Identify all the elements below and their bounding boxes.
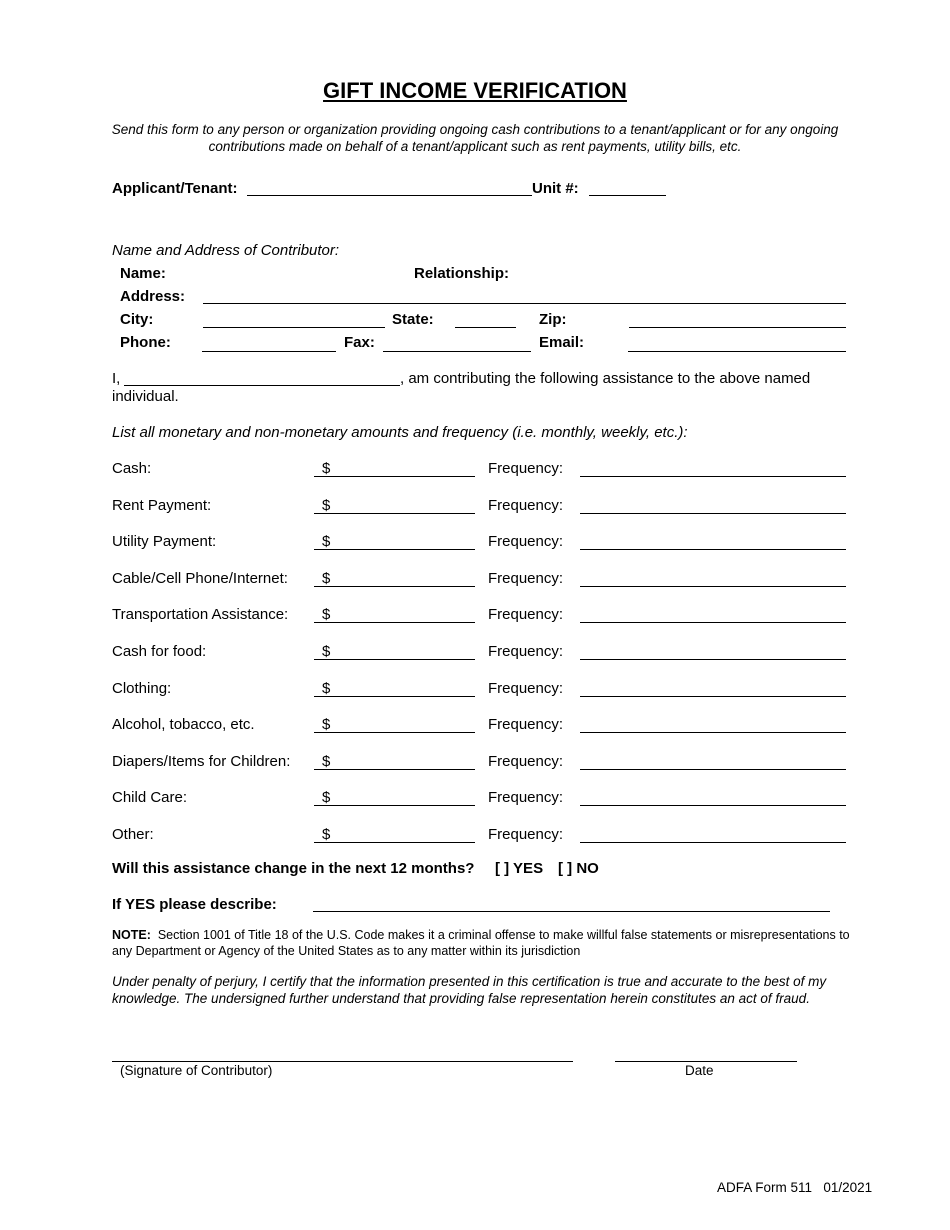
assistance-item-label: Alcohol, tobacco, etc. bbox=[112, 716, 255, 733]
frequency-field[interactable] bbox=[580, 842, 846, 843]
currency-symbol: $ bbox=[322, 570, 331, 587]
frequency-field[interactable] bbox=[580, 659, 846, 660]
page-title: GIFT INCOME VERIFICATION bbox=[323, 78, 627, 103]
frequency-field[interactable] bbox=[580, 805, 846, 806]
form-footer bbox=[717, 1180, 872, 1195]
contributor-name-label: Name: bbox=[120, 265, 166, 282]
email-label: Email: bbox=[539, 334, 585, 351]
amount-field[interactable] bbox=[314, 805, 475, 806]
frequency-field[interactable] bbox=[580, 476, 846, 477]
amount-field[interactable] bbox=[314, 622, 475, 623]
assistance-item-label: Utility Payment: bbox=[112, 533, 217, 550]
date-label: Date bbox=[685, 1063, 714, 1078]
assistance-item-label: Cash: bbox=[112, 460, 152, 477]
amount-field[interactable] bbox=[314, 549, 475, 550]
amount-field[interactable] bbox=[314, 842, 475, 843]
email-field[interactable] bbox=[628, 351, 846, 352]
note-text: Section 1001 of Title 18 of the U.S. Code makes it a criminal offense to make willful false statements or misrepresentations to any Department or Agency of the United States as to any matter within its jurisdiction bbox=[112, 928, 850, 958]
frequency-label: Frequency: bbox=[488, 680, 564, 697]
amount-field[interactable] bbox=[314, 696, 475, 697]
describe-label: If YES please describe: bbox=[112, 896, 277, 913]
address-field[interactable] bbox=[203, 303, 846, 304]
frequency-field[interactable] bbox=[580, 622, 846, 623]
unit-field[interactable] bbox=[589, 195, 666, 196]
amount-field[interactable] bbox=[314, 586, 475, 587]
currency-symbol: $ bbox=[322, 460, 331, 477]
perjury-statement: Under penalty of perjury, I certify that the information presented in this certification is true and accurate to the best of my knowledge. The undersigned further understand that providing false representation herein constitutes an act of fraud. bbox=[112, 974, 827, 1006]
fax-label: Fax: bbox=[344, 334, 375, 351]
assistance-instruction: List all monetary and non-monetary amounts and frequency (i.e. monthly, weekly, etc.): bbox=[112, 424, 688, 441]
currency-symbol: $ bbox=[322, 606, 331, 623]
contributor-section-label: Name and Address of Contributor: bbox=[112, 242, 340, 259]
legal-note bbox=[112, 927, 852, 959]
city-field[interactable] bbox=[203, 327, 385, 328]
frequency-label: Frequency: bbox=[488, 606, 564, 623]
currency-symbol: $ bbox=[322, 753, 331, 770]
currency-symbol: $ bbox=[322, 497, 331, 514]
assistance-item-label: Other: bbox=[112, 826, 154, 843]
address-label: Address: bbox=[120, 288, 186, 305]
frequency-field[interactable] bbox=[580, 696, 846, 697]
amount-field[interactable] bbox=[314, 513, 475, 514]
statement-prefix: I, bbox=[112, 370, 121, 387]
frequency-label: Frequency: bbox=[488, 789, 564, 806]
amount-field[interactable] bbox=[314, 476, 475, 477]
form-instructions: Send this form to any person or organization providing ongoing cash contributions to a tenant/applicant or for any ongoing contributions made on behalf of a tenant/applicant such as rent payments, utility bills, etc. bbox=[111, 122, 839, 154]
statement-continuation: individual. bbox=[112, 388, 179, 405]
frequency-label: Frequency: bbox=[488, 533, 564, 550]
frequency-label: Frequency: bbox=[488, 497, 564, 514]
assistance-item-label: Rent Payment: bbox=[112, 497, 212, 514]
frequency-label: Frequency: bbox=[488, 716, 564, 733]
state-label: State: bbox=[392, 311, 434, 328]
assistance-item-label: Cable/Cell Phone/Internet: bbox=[112, 570, 288, 587]
city-label: City: bbox=[120, 311, 154, 328]
amount-field[interactable] bbox=[314, 732, 475, 733]
state-field[interactable] bbox=[455, 327, 516, 328]
frequency-field[interactable] bbox=[580, 732, 846, 733]
frequency-field[interactable] bbox=[580, 586, 846, 587]
currency-symbol: $ bbox=[322, 826, 331, 843]
frequency-label: Frequency: bbox=[488, 570, 564, 587]
yes-checkbox[interactable]: [ ] YES bbox=[495, 860, 544, 877]
assistance-item-label: Transportation Assistance: bbox=[112, 606, 289, 623]
signature-label: (Signature of Contributor) bbox=[120, 1063, 273, 1078]
assistance-item-label: Diapers/Items for Children: bbox=[112, 753, 291, 770]
currency-symbol: $ bbox=[322, 716, 331, 733]
form-revision: 01/2021 bbox=[823, 1180, 873, 1195]
amount-field[interactable] bbox=[314, 659, 475, 660]
phone-label: Phone: bbox=[120, 334, 171, 351]
frequency-label: Frequency: bbox=[488, 643, 564, 660]
frequency-label: Frequency: bbox=[488, 460, 564, 477]
assistance-item-label: Child Care: bbox=[112, 789, 188, 806]
change-question: Will this assistance change in the next 12 months? bbox=[112, 860, 475, 877]
date-field[interactable] bbox=[615, 1061, 797, 1062]
frequency-field[interactable] bbox=[580, 513, 846, 514]
amount-field[interactable] bbox=[314, 769, 475, 770]
no-checkbox[interactable]: [ ] NO bbox=[558, 860, 599, 877]
currency-symbol: $ bbox=[322, 533, 331, 550]
unit-label: Unit #: bbox=[532, 180, 579, 197]
applicant-field[interactable] bbox=[247, 195, 532, 196]
phone-field[interactable] bbox=[202, 351, 336, 352]
currency-symbol: $ bbox=[322, 643, 331, 660]
frequency-field[interactable] bbox=[580, 549, 846, 550]
applicant-label: Applicant/Tenant: bbox=[112, 180, 238, 197]
fax-field[interactable] bbox=[383, 351, 531, 352]
signature-field[interactable] bbox=[112, 1061, 573, 1062]
relationship-label: Relationship: bbox=[414, 265, 510, 282]
currency-symbol: $ bbox=[322, 789, 331, 806]
form-id: ADFA Form 511 bbox=[717, 1180, 813, 1195]
frequency-label: Frequency: bbox=[488, 753, 564, 770]
statement-text: , am contributing the following assistance to the above named bbox=[400, 370, 811, 387]
frequency-field[interactable] bbox=[580, 769, 846, 770]
describe-field[interactable] bbox=[313, 911, 830, 912]
zip-field[interactable] bbox=[629, 327, 846, 328]
zip-label: Zip: bbox=[539, 311, 567, 328]
assistance-item-label: Clothing: bbox=[112, 680, 172, 697]
contributor-full-name-field[interactable] bbox=[124, 385, 400, 386]
note-label: NOTE: bbox=[112, 928, 151, 942]
frequency-label: Frequency: bbox=[488, 826, 564, 843]
currency-symbol: $ bbox=[322, 680, 331, 697]
assistance-item-label: Cash for food: bbox=[112, 643, 207, 660]
